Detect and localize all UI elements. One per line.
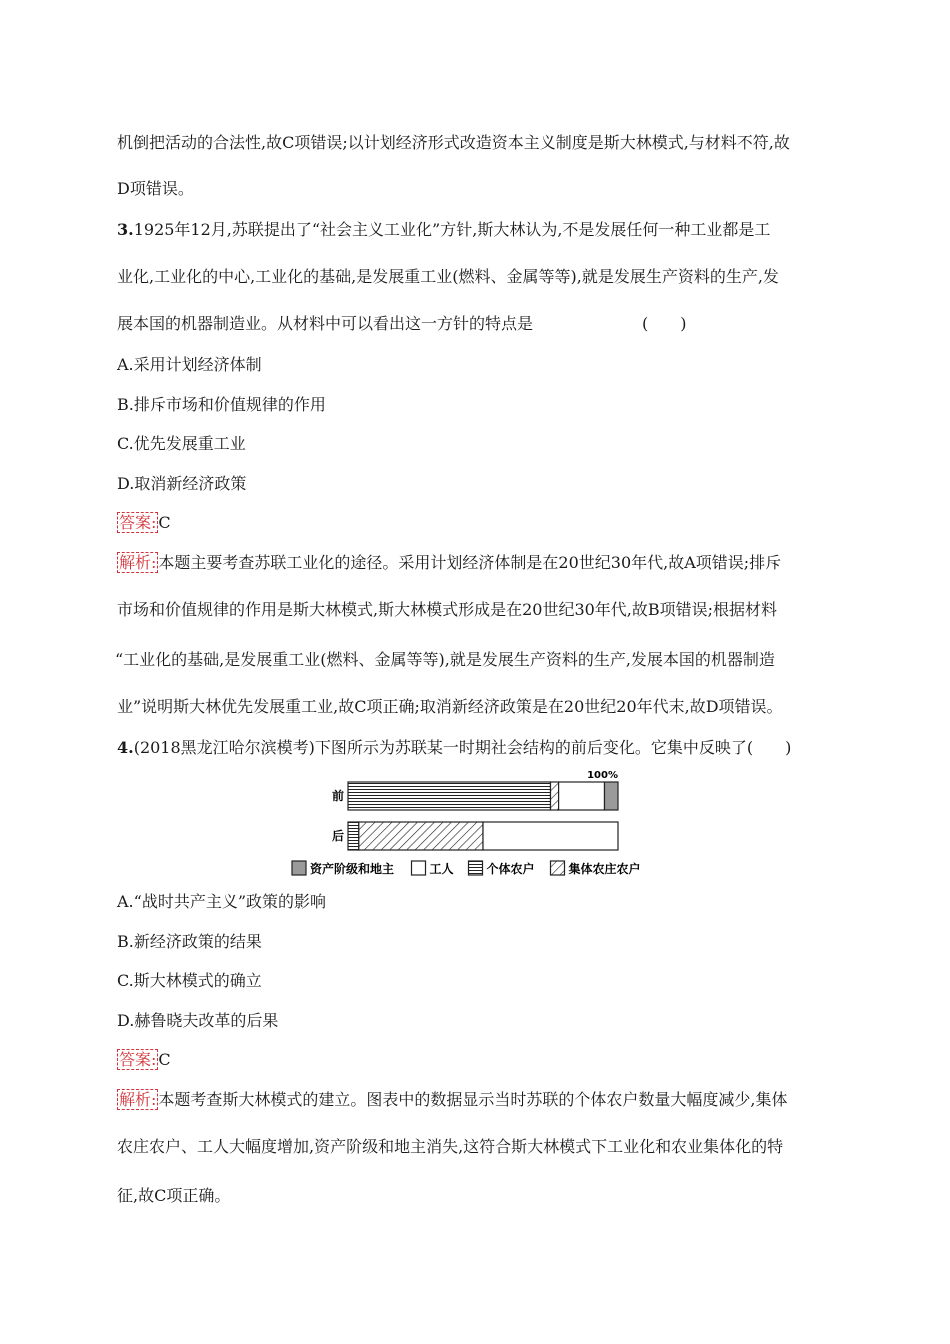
q4-analysis-text-1: 本题考查斯大林模式的建立。图表中的数据显示当时苏联的个体农户数量大幅度减少,集体 [158,1090,788,1109]
legend-label-individual-farmers: 个体农户 [486,862,535,876]
q3-answer-paren: ( ) [642,314,687,333]
q4-analysis-label: 解析: [119,1090,157,1109]
bar-workers-1 [483,822,618,850]
bar-individual-farmers-1 [348,822,359,850]
q4-option-b: B.新经济政策的结果 [117,932,262,951]
q3-analysis-line-2: 市场和价值规律的作用是斯大林模式,斯大林模式形成是在20世纪30年代,故B项错误;根据材料 [117,600,778,619]
legend-swatch-bourgeoisie-landlords [292,861,306,875]
bar-individual-farmers-0 [348,782,551,810]
q3-number: 3. [117,220,134,239]
q3-option-c: C.优先发展重工业 [117,434,246,453]
q4-analysis-line-1 [117,1090,788,1110]
q3-option-b: B.排斥市场和价值规律的作用 [117,395,326,414]
q4-option-c: C.斯大林模式的确立 [117,971,262,990]
prev-analysis-line-1: 机倒把活动的合法性,故C项错误;以计划经济形式改造资本主义制度是斯大林模式,与材料不符,故 [117,133,790,152]
q4-analysis-line-2: 农庄农户、工人大幅度增加,资产阶级和地主消失,这符合斯大林模式下工业化和农业集体化的特 [117,1137,784,1156]
prev-analysis-line-2: D项错误。 [117,179,194,198]
bar-workers-0 [559,782,605,810]
q3-analysis-text-1: 本题主要考查苏联工业化的途径。采用计划经济体制是在20世纪30年代,故A项错误;排斥 [158,553,782,572]
q4-option-d: D.赫鲁晓夫改革的后果 [117,1011,279,1030]
q3-analysis-label: 解析: [119,553,157,572]
q4-answer-value: C [158,1050,171,1069]
q3-analysis-line-4: 业”说明斯大林优先发展重工业,故C项正确;取消新经济政策是在20世纪20年代末,故D项错误。 [117,697,783,716]
q3-answer [117,513,171,533]
q4-option-a: A.“战时共产主义”政策的影响 [117,892,327,911]
bar-collective-farmers-0 [551,782,559,810]
q3-stem-line-3 [117,314,687,334]
q4-number: 4. [117,738,134,757]
legend-label-workers: 工人 [429,862,454,876]
category-label-0: 前 [331,789,344,803]
q3-analysis-line-3: “工业化的基础,是发展重工业(燃料、金属等等),就是发展生产资料的生产,发展本国的机器制造 [115,650,775,669]
q4-answer [117,1050,171,1070]
social-structure-chart [280,764,670,880]
bar-bourgeoisie-landlords-0 [605,782,619,810]
bar-collective-farmers-1 [359,822,483,850]
q3-option-d: D.取消新经济政策 [117,474,247,493]
q3-analysis-line-1 [117,553,781,573]
q3-answer-value: C [158,513,171,532]
q3-answer-label: 答案: [119,513,157,532]
legend-swatch-collective-farmers [551,861,565,875]
legend-label-bourgeoisie-landlords: 资产阶级和地主 [310,862,395,876]
q4-analysis-line-3: 征,故C项正确。 [117,1186,231,1205]
q3-stem-line-1 [117,220,770,240]
q3-stem-line-2: 业化,工业化的中心,工业化的基础,是发展重工业(燃料、金属等等),就是发展生产资料的生产,发 [117,267,779,286]
legend-swatch-workers [412,861,426,875]
top-100-label: 100% [587,770,618,781]
q3-stem-text-3: 展本国的机器制造业。从材料中可以看出这一方针的特点是 [117,314,534,333]
q4-stem-line-1 [117,738,791,758]
legend-label-collective-farmers: 集体农庄农户 [568,862,641,876]
category-label-1: 后 [331,829,344,843]
q4-answer-label: 答案: [119,1050,157,1069]
q3-stem-text-1: 1925年12月,苏联提出了“社会主义工业化”方针,斯大林认为,不是发展任何一种工业都是工 [133,220,771,239]
q3-option-a: A.采用计划经济体制 [117,355,262,374]
q4-stem-text-1: (2018黑龙江哈尔滨模考)下图所示为苏联某一时期社会结构的前后变化。它集中反映了( ) [133,738,792,757]
legend-swatch-individual-farmers [469,861,483,875]
